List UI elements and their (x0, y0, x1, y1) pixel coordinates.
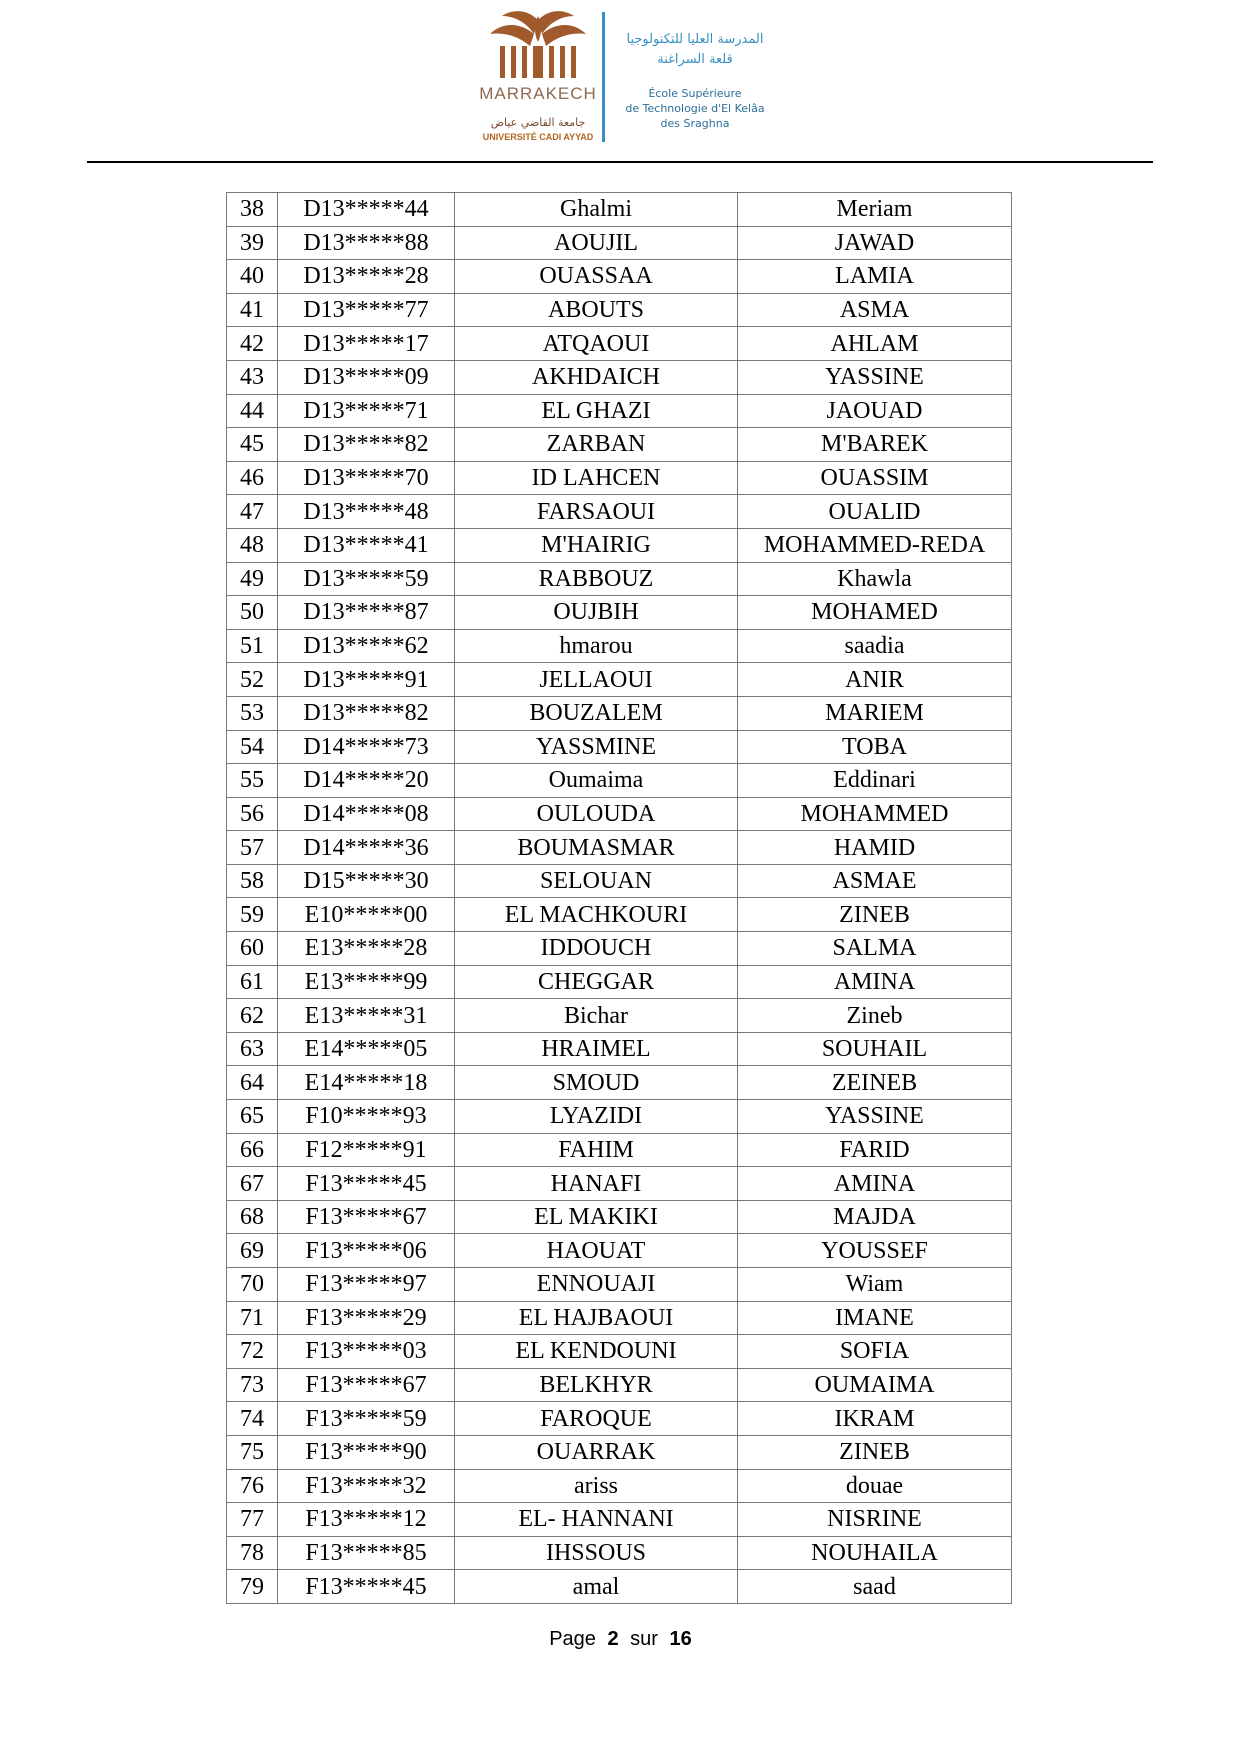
table-row (227, 528, 1012, 562)
student-id-cell: D13*****41 (278, 528, 455, 562)
page-footer (0, 1628, 1241, 1651)
row-number-cell: 38 (227, 193, 278, 227)
row-number-cell: 40 (227, 260, 278, 294)
table-row (227, 1133, 1012, 1167)
table-row (227, 1100, 1012, 1134)
table-row (227, 965, 1012, 999)
student-id-cell: F13*****85 (278, 1536, 455, 1570)
student-id-cell: F13*****45 (278, 1167, 455, 1201)
university-name-arabic: جامعة القاضي عياض (490, 116, 586, 129)
table-row (227, 1066, 1012, 1100)
first-name-cell: ASMA (738, 293, 1012, 327)
table-row (227, 1469, 1012, 1503)
last-name-cell: OUASSAA (455, 260, 738, 294)
table-row (227, 663, 1012, 697)
last-name-cell: JELLAOUI (455, 663, 738, 697)
last-name-cell: HRAIMEL (455, 1032, 738, 1066)
student-id-cell: D14*****20 (278, 764, 455, 798)
row-number-cell: 49 (227, 562, 278, 596)
student-id-cell: F12*****91 (278, 1133, 455, 1167)
last-name-cell: OULOUDA (455, 797, 738, 831)
first-name-cell: Wiam (738, 1268, 1012, 1302)
table-row (227, 1536, 1012, 1570)
last-name-cell: BELKHYR (455, 1368, 738, 1402)
table-row (227, 1167, 1012, 1201)
last-name-cell: Ghalmi (455, 193, 738, 227)
student-id-cell: E13*****99 (278, 965, 455, 999)
table-row (227, 1335, 1012, 1369)
row-number-cell: 45 (227, 428, 278, 462)
row-number-cell: 44 (227, 394, 278, 428)
table-row (227, 764, 1012, 798)
row-number-cell: 77 (227, 1503, 278, 1537)
row-number-cell: 63 (227, 1032, 278, 1066)
row-number-cell: 58 (227, 864, 278, 898)
school-name-french-line3: des Sraghna (660, 117, 730, 130)
table-row (227, 1503, 1012, 1537)
first-name-cell: AMINA (738, 1167, 1012, 1201)
student-id-cell: D13*****88 (278, 226, 455, 260)
last-name-cell: IDDOUCH (455, 932, 738, 966)
last-name-cell: ZARBAN (455, 428, 738, 462)
student-id-cell: F13*****67 (278, 1200, 455, 1234)
table-row (227, 360, 1012, 394)
first-name-cell: SOFIA (738, 1335, 1012, 1369)
table-row (227, 898, 1012, 932)
first-name-cell: OUALID (738, 495, 1012, 529)
first-name-cell: MAJDA (738, 1200, 1012, 1234)
first-name-cell: ZEINEB (738, 1066, 1012, 1100)
row-number-cell: 48 (227, 528, 278, 562)
table-row (227, 394, 1012, 428)
last-name-cell: EL GHAZI (455, 394, 738, 428)
table-row (227, 1234, 1012, 1268)
student-id-cell: D13*****44 (278, 193, 455, 227)
first-name-cell: OUMAIMA (738, 1368, 1012, 1402)
table-row (227, 293, 1012, 327)
first-name-cell: TOBA (738, 730, 1012, 764)
footer-total-pages: 16 (669, 1628, 692, 1650)
row-number-cell: 70 (227, 1268, 278, 1302)
last-name-cell: OUARRAK (455, 1435, 738, 1469)
last-name-cell: HAOUAT (455, 1234, 738, 1268)
palm-emblem-icon (484, 8, 592, 86)
student-id-cell: F13*****03 (278, 1335, 455, 1369)
row-number-cell: 59 (227, 898, 278, 932)
student-id-cell: F13*****90 (278, 1435, 455, 1469)
last-name-cell: OUJBIH (455, 596, 738, 630)
row-number-cell: 47 (227, 495, 278, 529)
row-number-cell: 71 (227, 1301, 278, 1335)
student-id-cell: D15*****30 (278, 864, 455, 898)
first-name-cell: MARIEM (738, 696, 1012, 730)
first-name-cell: saad (738, 1570, 1012, 1604)
table-row (227, 864, 1012, 898)
header-divider (87, 161, 1153, 163)
first-name-cell: AHLAM (738, 327, 1012, 361)
row-number-cell: 78 (227, 1536, 278, 1570)
student-id-cell: F10*****93 (278, 1100, 455, 1134)
university-name-french: UNIVERSITÉ CADI AYYAD (482, 132, 594, 142)
row-number-cell: 73 (227, 1368, 278, 1402)
school-name-arabic-line1: المدرسة العليا للتكنولوجيا (626, 32, 764, 47)
last-name-cell: ENNOUAJI (455, 1268, 738, 1302)
first-name-cell: ZINEB (738, 898, 1012, 932)
first-name-cell: LAMIA (738, 260, 1012, 294)
table-row (227, 797, 1012, 831)
institution-logo (478, 8, 798, 143)
student-id-cell: D13*****91 (278, 663, 455, 697)
student-id-cell: D13*****82 (278, 696, 455, 730)
last-name-cell: EL KENDOUNI (455, 1335, 738, 1369)
row-number-cell: 79 (227, 1570, 278, 1604)
first-name-cell: douae (738, 1469, 1012, 1503)
last-name-cell: FAROQUE (455, 1402, 738, 1436)
student-id-cell: E10*****00 (278, 898, 455, 932)
last-name-cell: IHSSOUS (455, 1536, 738, 1570)
logo-divider (602, 12, 605, 142)
student-id-cell: E14*****18 (278, 1066, 455, 1100)
first-name-cell: saadia (738, 629, 1012, 663)
table-row (227, 999, 1012, 1033)
student-id-cell: F13*****67 (278, 1368, 455, 1402)
table-row (227, 495, 1012, 529)
row-number-cell: 75 (227, 1435, 278, 1469)
last-name-cell: EL MAKIKI (455, 1200, 738, 1234)
last-name-cell: AKHDAICH (455, 360, 738, 394)
table-row (227, 696, 1012, 730)
last-name-cell: ABOUTS (455, 293, 738, 327)
row-number-cell: 57 (227, 831, 278, 865)
last-name-cell: ATQAOUI (455, 327, 738, 361)
row-number-cell: 50 (227, 596, 278, 630)
student-id-cell: F13*****12 (278, 1503, 455, 1537)
student-id-cell: D13*****09 (278, 360, 455, 394)
student-id-cell: F13*****59 (278, 1402, 455, 1436)
student-id-cell: F13*****32 (278, 1469, 455, 1503)
row-number-cell: 64 (227, 1066, 278, 1100)
table-row (227, 226, 1012, 260)
student-id-cell: D13*****82 (278, 428, 455, 462)
table-row (227, 831, 1012, 865)
row-number-cell: 46 (227, 461, 278, 495)
row-number-cell: 41 (227, 293, 278, 327)
last-name-cell: hmarou (455, 629, 738, 663)
table-row (227, 1268, 1012, 1302)
table-row (227, 562, 1012, 596)
table-row (227, 1435, 1012, 1469)
first-name-cell: JAOUAD (738, 394, 1012, 428)
first-name-cell: ASMAE (738, 864, 1012, 898)
last-name-cell: EL HAJBAOUI (455, 1301, 738, 1335)
first-name-cell: Khawla (738, 562, 1012, 596)
last-name-cell: HANAFI (455, 1167, 738, 1201)
last-name-cell: M'HAIRIG (455, 528, 738, 562)
last-name-cell: RABBOUZ (455, 562, 738, 596)
row-number-cell: 54 (227, 730, 278, 764)
last-name-cell: ariss (455, 1469, 738, 1503)
row-number-cell: 72 (227, 1335, 278, 1369)
table-row (227, 596, 1012, 630)
row-number-cell: 65 (227, 1100, 278, 1134)
first-name-cell: IKRAM (738, 1402, 1012, 1436)
student-id-cell: D13*****77 (278, 293, 455, 327)
last-name-cell: Bichar (455, 999, 738, 1033)
first-name-cell: MOHAMED (738, 596, 1012, 630)
student-id-cell: D13*****28 (278, 260, 455, 294)
page-header (0, 0, 1241, 165)
last-name-cell: Oumaima (455, 764, 738, 798)
first-name-cell: JAWAD (738, 226, 1012, 260)
first-name-cell: SOUHAIL (738, 1032, 1012, 1066)
row-number-cell: 56 (227, 797, 278, 831)
last-name-cell: YASSMINE (455, 730, 738, 764)
last-name-cell: EL- HANNANI (455, 1503, 738, 1537)
row-number-cell: 53 (227, 696, 278, 730)
table-row (227, 327, 1012, 361)
row-number-cell: 76 (227, 1469, 278, 1503)
student-id-cell: F13*****06 (278, 1234, 455, 1268)
student-id-cell: F13*****97 (278, 1268, 455, 1302)
first-name-cell: YASSINE (738, 360, 1012, 394)
last-name-cell: SELOUAN (455, 864, 738, 898)
first-name-cell: AMINA (738, 965, 1012, 999)
last-name-cell: BOUZALEM (455, 696, 738, 730)
student-list-table (226, 192, 1012, 1604)
first-name-cell: NOUHAILA (738, 1536, 1012, 1570)
last-name-cell: ID LAHCEN (455, 461, 738, 495)
last-name-cell: LYAZIDI (455, 1100, 738, 1134)
last-name-cell: BOUMASMAR (455, 831, 738, 865)
row-number-cell: 55 (227, 764, 278, 798)
row-number-cell: 62 (227, 999, 278, 1033)
table-row (227, 461, 1012, 495)
school-name-arabic-line2: قلعة السراغنة (657, 52, 733, 67)
table-row (227, 193, 1012, 227)
row-number-cell: 42 (227, 327, 278, 361)
first-name-cell: ZINEB (738, 1435, 1012, 1469)
row-number-cell: 60 (227, 932, 278, 966)
student-id-cell: E14*****05 (278, 1032, 455, 1066)
last-name-cell: EL MACHKOURI (455, 898, 738, 932)
row-number-cell: 61 (227, 965, 278, 999)
first-name-cell: Meriam (738, 193, 1012, 227)
table-row (227, 629, 1012, 663)
student-list-body (227, 193, 1012, 1604)
student-id-cell: D13*****70 (278, 461, 455, 495)
row-number-cell: 43 (227, 360, 278, 394)
first-name-cell: YASSINE (738, 1100, 1012, 1134)
first-name-cell: ANIR (738, 663, 1012, 697)
footer-sep-word: sur (630, 1628, 658, 1650)
student-id-cell: D13*****87 (278, 596, 455, 630)
student-id-cell: D13*****17 (278, 327, 455, 361)
student-id-cell: D14*****36 (278, 831, 455, 865)
first-name-cell: FARID (738, 1133, 1012, 1167)
first-name-cell: SALMA (738, 932, 1012, 966)
school-name-french (610, 86, 780, 131)
last-name-cell: CHEGGAR (455, 965, 738, 999)
student-id-cell: F13*****45 (278, 1570, 455, 1604)
last-name-cell: FAHIM (455, 1133, 738, 1167)
table-row (227, 932, 1012, 966)
last-name-cell: amal (455, 1570, 738, 1604)
student-id-cell: F13*****29 (278, 1301, 455, 1335)
table-row (227, 260, 1012, 294)
footer-current-page: 2 (607, 1628, 619, 1650)
row-number-cell: 74 (227, 1402, 278, 1436)
table-row (227, 1570, 1012, 1604)
last-name-cell: AOUJIL (455, 226, 738, 260)
row-number-cell: 51 (227, 629, 278, 663)
first-name-cell: M'BAREK (738, 428, 1012, 462)
student-id-cell: D13*****62 (278, 629, 455, 663)
table-row (227, 428, 1012, 462)
row-number-cell: 39 (227, 226, 278, 260)
student-id-cell: E13*****28 (278, 932, 455, 966)
first-name-cell: MOHAMMED (738, 797, 1012, 831)
row-number-cell: 69 (227, 1234, 278, 1268)
table-row (227, 1402, 1012, 1436)
first-name-cell: Eddinari (738, 764, 1012, 798)
student-id-cell: D13*****59 (278, 562, 455, 596)
first-name-cell: HAMID (738, 831, 1012, 865)
school-name-french-line1: École Supérieure (648, 87, 742, 100)
logo-city-name: MARRAKECH (479, 84, 597, 103)
row-number-cell: 66 (227, 1133, 278, 1167)
student-id-cell: D14*****08 (278, 797, 455, 831)
row-number-cell: 67 (227, 1167, 278, 1201)
footer-page-word: Page (549, 1628, 596, 1650)
first-name-cell: OUASSIM (738, 461, 1012, 495)
student-id-cell: D14*****73 (278, 730, 455, 764)
table-row (227, 1301, 1012, 1335)
row-number-cell: 52 (227, 663, 278, 697)
first-name-cell: NISRINE (738, 1503, 1012, 1537)
table-row (227, 730, 1012, 764)
student-id-cell: D13*****71 (278, 394, 455, 428)
school-name-french-line2: de Technologie d'El Kelâa (625, 102, 765, 115)
first-name-cell: YOUSSEF (738, 1234, 1012, 1268)
row-number-cell: 68 (227, 1200, 278, 1234)
table-row (227, 1200, 1012, 1234)
first-name-cell: IMANE (738, 1301, 1012, 1335)
student-id-cell: E13*****31 (278, 999, 455, 1033)
table-row (227, 1032, 1012, 1066)
student-id-cell: D13*****48 (278, 495, 455, 529)
table-row (227, 1368, 1012, 1402)
first-name-cell: MOHAMMED-REDA (738, 528, 1012, 562)
last-name-cell: FARSAOUI (455, 495, 738, 529)
last-name-cell: SMOUD (455, 1066, 738, 1100)
first-name-cell: Zineb (738, 999, 1012, 1033)
